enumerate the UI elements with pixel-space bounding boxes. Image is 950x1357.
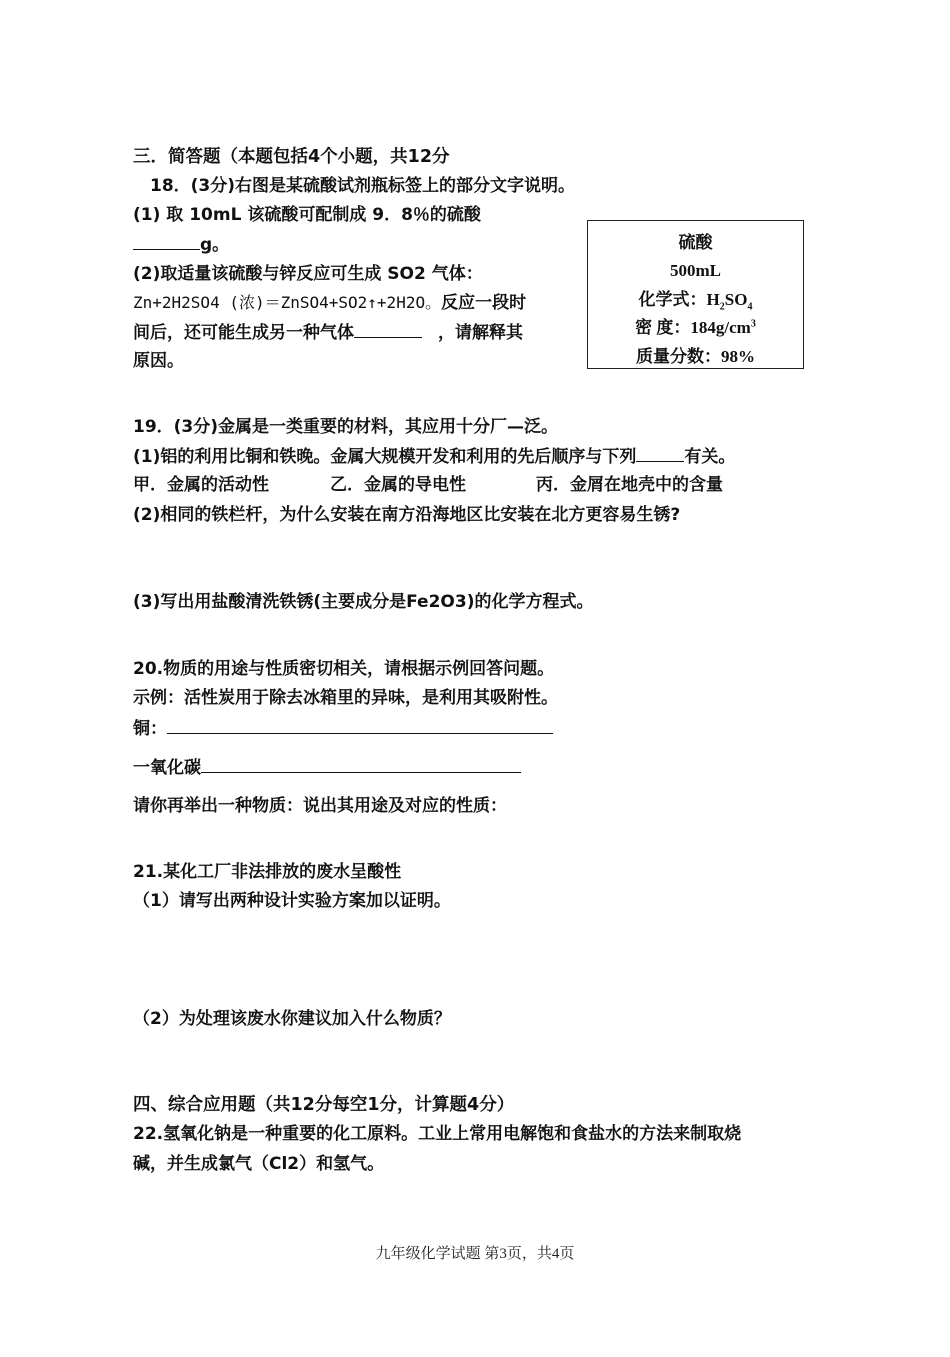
q18-equation: Zn+2H2SO4 (浓)＝ZnSO4+SO2↑+2H2O。 [133, 293, 442, 312]
q19-intro: 19．(3分)金属是一类重要的材料，其应用十分厂—泛。 [133, 417, 559, 437]
q18-gas-text: 间后，还可能生成另一种气体 [133, 323, 354, 343]
section-4-title: 四、综合应用题（共12分每空1分，计算题4分） [133, 1095, 515, 1115]
answer-blank[interactable] [354, 320, 422, 338]
q18-equation-line [133, 291, 526, 315]
q20-co: 一氧化碳 [133, 755, 521, 780]
q20-intro: 20.物质的用途与性质密切相关，请根据示例回答问题。 [133, 659, 555, 679]
label-name: 硫酸 [678, 233, 713, 252]
answer-line[interactable] [201, 755, 521, 773]
q19-option-a: 甲．金属的活动性 [133, 475, 269, 495]
q18-reason: 原因。 [133, 351, 184, 371]
q20-example: 示例：活性炭用于除去冰箱里的异味，是利用其吸附性。 [133, 688, 558, 708]
q18-unit: g。 [200, 235, 230, 255]
q19-part2: (2)相同的铁栏杆，为什么安装在南方沿海地区比安装在北方更容易生锈? [133, 505, 681, 525]
section-3-title: 三．简答题（本题包括4个小题，共12分 [133, 147, 450, 167]
q20-copper: 铜： [133, 716, 553, 741]
q18-intro: 18．(3分)右图是某硫酸试剂瓶标签上的部分文字说明。 [150, 176, 576, 196]
q19-part1: (1)铝的利用比铜和铁晚。金属大规模开发和利用的先后顺序与下列 有关。 [133, 444, 735, 469]
reagent-label [587, 220, 804, 369]
q18-part1-answer [133, 232, 229, 257]
answer-blank[interactable] [133, 232, 200, 250]
q21-part1: （1）请写出两种设计实验方案加以证明。 [133, 891, 451, 911]
q18-part2-gas [133, 320, 523, 345]
label-mass-fraction: 质量分数：98% [636, 347, 755, 366]
q19-option-c: 丙．金屑在地壳中的含量 [536, 475, 723, 495]
q21-intro: 21.某化工厂非法排放的废水呈酸性 [133, 862, 402, 882]
q19-option-b: 乙．金属的导电性 [330, 475, 466, 495]
q22-line1: 22.氢氧化钠是一种重要的化工原料。工业上常用电解饱和食盐水的方法来制取烧 [133, 1124, 742, 1144]
q18-gas-tail: ，请解释其 [438, 323, 523, 343]
answer-blank[interactable] [636, 444, 684, 462]
label-density: 密 度：$184g/cm^3$ [635, 318, 756, 337]
label-formula: 化学式：$H_2SO_4$ [638, 290, 753, 313]
page-footer: 九年级化学试题 第3页，共4页 [375, 1246, 575, 1262]
q20-more: 请你再举出一种物质：说出其用途及对应的性质： [133, 796, 507, 816]
label-volume: 500mL [670, 261, 721, 280]
q21-part2: （2）为处理该废水你建议加入什么物质？ [133, 1009, 451, 1029]
q18-equation-tail: 反应一段时 [441, 293, 527, 313]
q22-line2: 碱，并生成氯气（Cl2）和氢气。 [133, 1154, 385, 1174]
q19-part3: (3)写出用盐酸清洗铁锈(主要成分是Fe2O3)的化学方程式。 [133, 592, 594, 612]
q18-part1: (1) 取 10mL 该硫酸可配制成 9．8％的硫酸 [133, 205, 481, 225]
answer-line[interactable] [167, 716, 553, 734]
q18-part2: (2)取适量该硫酸与锌反应可生成 SO2 气体： [133, 264, 483, 284]
